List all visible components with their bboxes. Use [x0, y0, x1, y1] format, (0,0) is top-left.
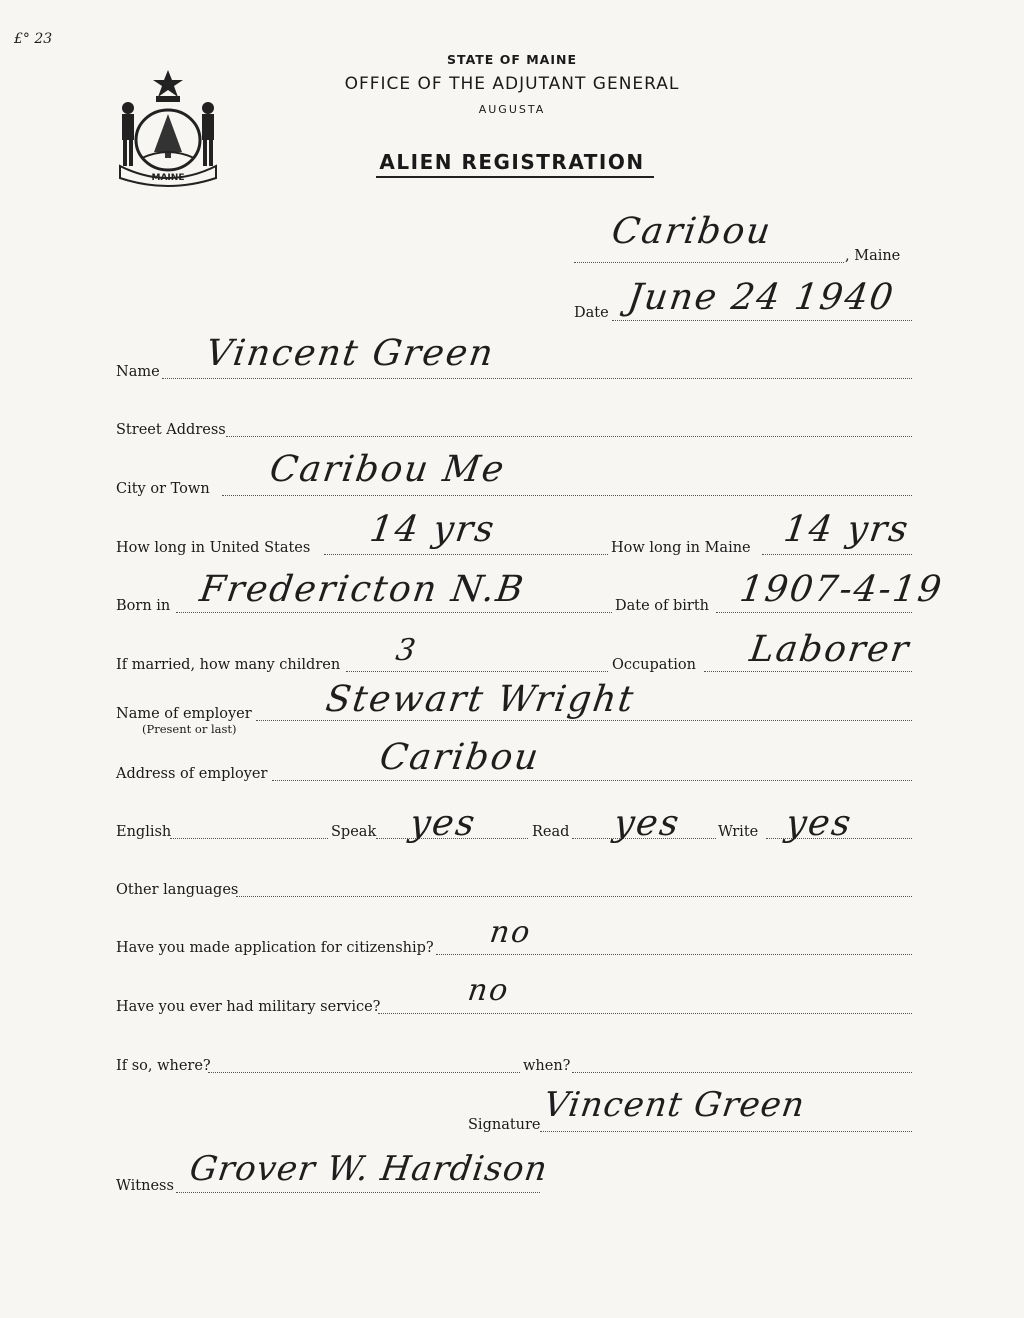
birthplace-label: Born in — [116, 598, 171, 614]
other-languages-line — [236, 896, 912, 897]
read-label: Read — [532, 824, 570, 840]
citizenship-line — [436, 954, 912, 955]
write-label: Write — [718, 824, 759, 840]
witness-label: Witness — [116, 1178, 174, 1194]
maine-duration-value: 14 yrs — [781, 509, 913, 550]
city-label: City or Town — [116, 481, 210, 497]
date-value: June 24 1940 — [625, 277, 898, 318]
maine-duration-line — [762, 554, 912, 555]
employer-address-label: Address of employer — [116, 766, 268, 782]
witness-line — [176, 1192, 540, 1193]
dob-line — [716, 612, 912, 613]
english-line — [170, 838, 328, 839]
citizenship-value: no — [487, 915, 534, 950]
corner-note: £° 23 — [14, 31, 53, 47]
dob-label: Date of birth — [615, 598, 710, 614]
employer-address-line — [272, 780, 912, 781]
date-line — [612, 320, 912, 321]
town-line — [574, 262, 844, 263]
employer-line — [256, 720, 912, 721]
header-office: OFFICE OF THE ADJUTANT GENERAL — [344, 74, 680, 94]
write-value: yes — [783, 803, 856, 844]
name-line — [162, 378, 912, 379]
employer-sublabel: (Present or last) — [142, 722, 237, 736]
town-value: Caribou — [609, 211, 775, 252]
form-title: ALIEN REGISTRATION — [379, 150, 645, 174]
service-where-label: If so, where? — [116, 1058, 211, 1074]
military-line — [378, 1013, 912, 1014]
speak-value: yes — [407, 803, 480, 844]
children-label: If married, how many children — [116, 657, 341, 673]
military-label: Have you ever had military service? — [116, 999, 381, 1015]
speak-label: Speak — [331, 824, 377, 840]
header-city: AUGUSTA — [478, 103, 546, 116]
employer-value: Stewart Wright — [323, 679, 638, 720]
occupation-line — [704, 671, 912, 672]
occupation-label: Occupation — [612, 657, 696, 673]
us-duration-label: How long in United States — [116, 540, 311, 556]
occupation-value: Laborer — [747, 629, 913, 670]
street-line — [226, 436, 912, 437]
military-value: no — [465, 973, 512, 1008]
birthplace-value: Fredericton N.B — [197, 569, 528, 610]
service-when-label: when? — [523, 1058, 571, 1074]
english-label: English — [116, 824, 172, 840]
read-value: yes — [611, 803, 684, 844]
citizenship-label: Have you made application for citizenship? — [116, 940, 434, 956]
town-suffix: , Maine — [845, 248, 901, 264]
witness-value: Grover W. Hardison — [187, 1149, 551, 1189]
seal-label: MAINE — [151, 173, 185, 183]
service-where-line — [208, 1072, 520, 1073]
city-line — [222, 495, 912, 496]
birthplace-line — [176, 612, 612, 613]
maine-duration-label: How long in Maine — [611, 540, 751, 556]
other-languages-label: Other languages — [116, 882, 239, 898]
service-when-line — [572, 1072, 912, 1073]
employer-label: Name of employer — [116, 706, 252, 722]
employer-address-value: Caribou — [377, 737, 543, 778]
signature-value: Vincent Green — [541, 1085, 808, 1125]
street-label: Street Address — [116, 422, 226, 438]
title-underline — [376, 176, 654, 178]
name-label: Name — [116, 364, 160, 380]
dob-value: 1907-4-19 — [737, 569, 946, 610]
signature-line — [540, 1131, 912, 1132]
date-label: Date — [574, 305, 609, 321]
header-state: STATE OF MAINE — [447, 52, 577, 67]
children-line — [346, 671, 608, 672]
us-duration-line — [324, 554, 608, 555]
children-value: 3 — [393, 633, 420, 668]
signature-label: Signature — [468, 1117, 541, 1133]
city-value: Caribou Me — [267, 449, 509, 490]
us-duration-value: 14 yrs — [367, 509, 499, 550]
name-value: Vincent Green — [203, 333, 498, 374]
